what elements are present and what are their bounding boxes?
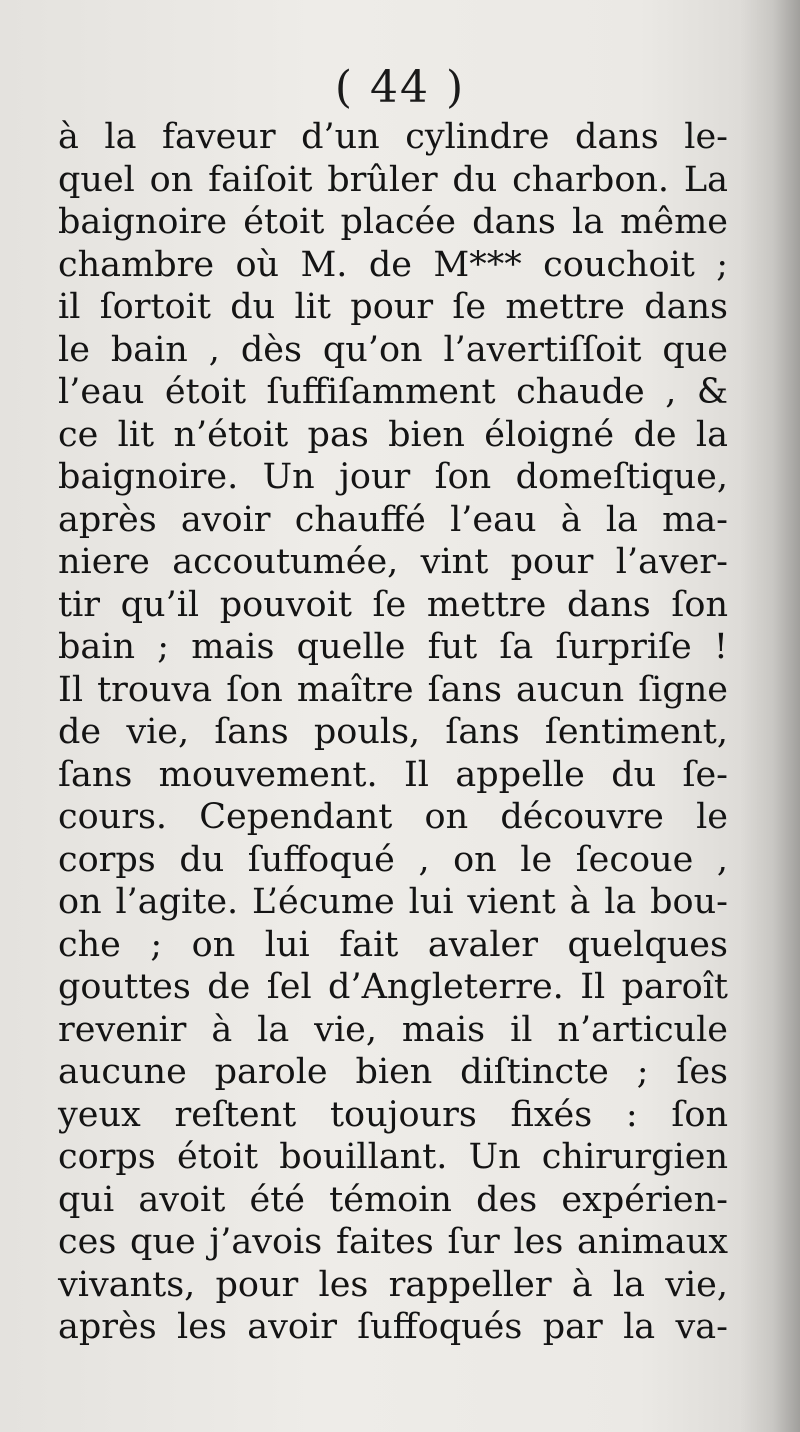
- text-line: revenir à la vie, mais il n’articule: [58, 1009, 728, 1050]
- text-line: après les avoir ſuffoqués par la va-: [58, 1307, 728, 1347]
- text-line: on l’agite. L’écume lui vient à la bou-: [58, 882, 728, 922]
- text-line: bain ; mais quelle fut ſa ſurpriſe !: [58, 627, 728, 667]
- text-line: l’eau étoit ſuffiſamment chaude , &: [58, 372, 728, 412]
- text-line: chambre où M. de M*** couchoit ;: [58, 244, 728, 285]
- text-line: yeux reſtent toujours fixés : ſon: [58, 1094, 728, 1135]
- text-line: ce lit n’étoit pas bien éloigné de la: [58, 414, 728, 455]
- text-line: cours. Cependant on découvre le: [58, 797, 728, 837]
- text-line: Il trouva ſon maître ſans aucun ſigne: [58, 669, 728, 710]
- text-line: à la faveur d’un cylindre dans le-: [58, 117, 728, 157]
- text-line: baignoire. Un jour ſon domeſtique,: [58, 457, 728, 497]
- text-line: baignoire étoit placée dans la même: [58, 202, 728, 242]
- text-line: tir qu’il pouvoit ſe mettre dans ſon: [58, 584, 728, 625]
- text-line: quel on faiſoit brûler du charbon. La: [58, 159, 728, 200]
- body-text: [58, 116, 728, 1349]
- text-line: corps étoit bouillant. Un chirurgien: [58, 1137, 728, 1177]
- text-line: ces que j’avois faites ſur les animaux: [58, 1222, 728, 1262]
- page-number: ( 44 ): [334, 62, 466, 113]
- text-line: de vie, ſans pouls, ſans ſentiment,: [58, 712, 728, 752]
- page-gutter-shadow: [740, 0, 800, 1432]
- text-line: le bain , dès qu’on l’avertiſſoit que: [58, 329, 728, 370]
- text-line: il ſortoit du lit pour ſe mettre dans: [58, 287, 728, 327]
- text-line: après avoir chauffé l’eau à la ma-: [58, 499, 728, 540]
- text-line: ſans mouvement. Il appelle du ſe-: [58, 754, 728, 795]
- text-line: che ; on lui fait avaler quelques: [58, 924, 728, 965]
- text-line: qui avoit été témoin des expérien-: [58, 1179, 728, 1220]
- text-line: vivants, pour les rappeller à la vie,: [58, 1264, 728, 1305]
- text-line: corps du ſuffoqué , on le ſecoue ,: [58, 839, 728, 880]
- text-line: niere accoutumée, vint pour l’aver-: [58, 542, 728, 582]
- text-line: aucune parole bien diſtincte ; ſes: [58, 1052, 728, 1092]
- text-line: gouttes de ſel d’Angleterre. Il paroît: [58, 967, 728, 1007]
